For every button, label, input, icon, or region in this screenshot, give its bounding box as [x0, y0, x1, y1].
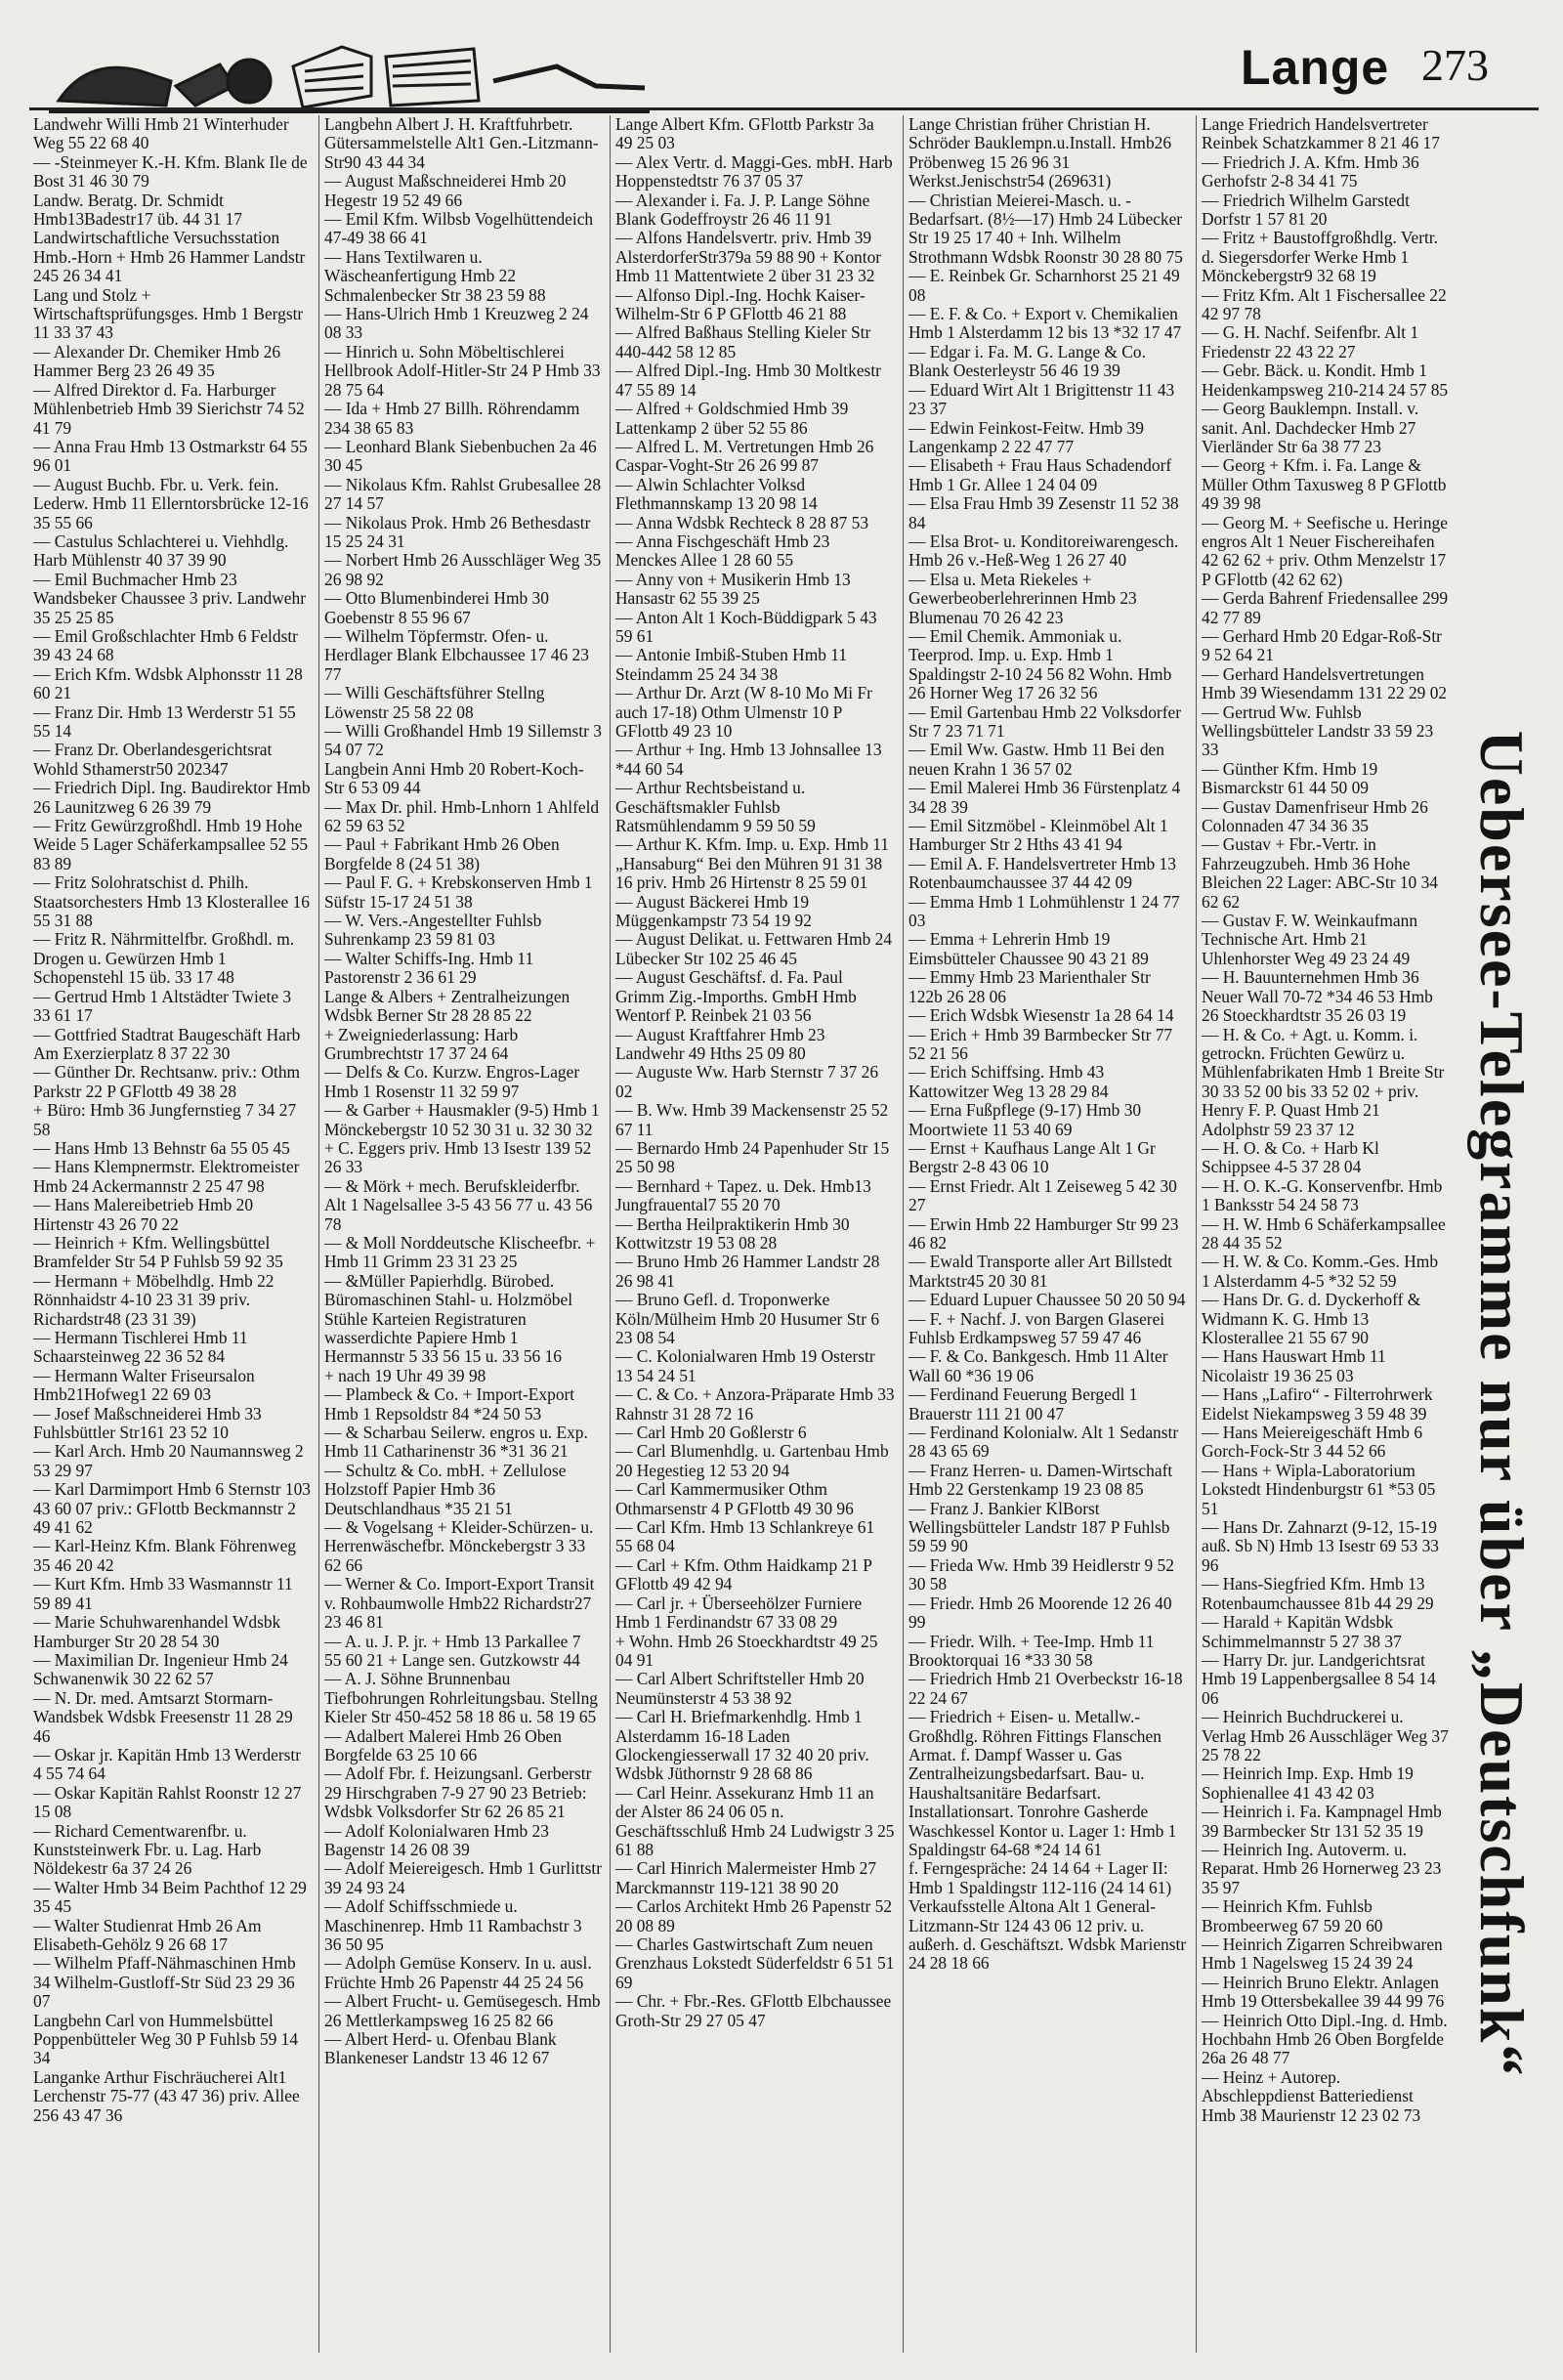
directory-entry: Langbein Anni Hmb 20 Robert-Koch-Str 6 53 09 44	[324, 758, 584, 798]
directory-entry: — H. O. & Co. + Harb Kl Schippsee 4-5 37 28 04	[1202, 1137, 1379, 1177]
directory-entry: — Carl + Kfm. Othm Haidkamp 21 P GFlottb 49 42 94	[615, 1554, 872, 1594]
directory-entry: Landwehr Willi Hmb 21 Winterhuder Weg 55 22 68 40	[33, 115, 289, 153]
directory-entry: — Elsa Brot- u. Konditoreiwarengesch. Hmb 26 v.-Heß-Weg 1 26 27 40	[908, 531, 1179, 571]
directory-entry: — August Delikat. u. Fettwaren Hmb 24 Lübecker Str 102 25 46 45	[615, 929, 893, 968]
directory-entry: — Alfred Direktor d. Fa. Harburger Mühlenbetrieb Hmb 39 Sierichstr 74 52 41 79	[33, 379, 305, 438]
directory-entry: — Werner & Co. Import-Export Transit v. Rohbaumwolle Hmb22 Richardstr27 23 46 81	[324, 1574, 595, 1633]
directory-entry: — Edwin Feinkost-Feitw. Hmb 39 Langenkamp 2 22 47 77	[908, 417, 1144, 456]
directory-entry: — Bertha Heilpraktikerin Hmb 30 Kottwitzstr 19 53 08 28	[615, 1213, 850, 1253]
directory-entry: — G. H. Nachf. Seifenfbr. Alt 1 Friedenstr 22 43 22 27	[1202, 322, 1419, 361]
directory-entry: — & Moll Norddeutsche Klischeefbr. + Hmb 11 Grimm 23 31 23 25	[324, 1232, 596, 1272]
column-2	[324, 115, 606, 2362]
directory-entry: — Nikolaus Kfm. Rahlst Grubesallee 28 27 14 57	[324, 474, 602, 514]
directory-entry: — August Kraftfahrer Hmb 23 Landwehr 49 Hths 25 09 80	[615, 1024, 825, 1063]
directory-entry: — August Maßschneiderei Hmb 20 Hegestr 19 52 49 66	[324, 171, 567, 210]
directory-entry: — Christian Meierei-Masch. u. -Bedarfsart. (8½—17) Hmb 24 Lübecker Str 19 25 17 40 + Inh. Wilhelm Strothmann Wdsbk Roonstr 30 28 80 75	[908, 190, 1183, 267]
column-divider	[318, 115, 319, 2353]
directory-entry: — Friedrich J. A. Kfm. Hmb 36 Gerhofstr 2-8 34 41 75	[1202, 151, 1419, 191]
directory-entry: — Arthur Dr. Arzt (W 8-10 Mo Mi Fr auch 17-18) Othm Ulmenstr 10 P GFlottb 49 23 10	[615, 683, 872, 741]
directory-entry: + Wohn. Hmb 26 Stoeckhardtstr 49 25 04 91	[615, 1631, 878, 1670]
directory-entry: — Albert Frucht- u. Gemüsegesch. Hmb 26 Mettlerkampsweg 16 25 82 66	[324, 1991, 601, 2030]
directory-entry: + Zweigniederlassung: Harb Grumbrechtstr 17 37 24 64	[324, 1024, 519, 1063]
directory-entry: — Emil Kfm. Wilbsb Vogelhüttendeich 47-49 38 66 41	[324, 209, 594, 248]
directory-entry: — H. O. K.-G. Konservenfbr. Hmb 1 Banksstr 54 24 58 73	[1202, 1175, 1443, 1215]
directory-entry: — Otto Blumenbinderei Hmb 30 Goebenstr 8 55 96 67	[324, 588, 549, 627]
directory-entry: — F. & Co. Bankgesch. Hmb 11 Alter Wall 60 *36 19 06	[908, 1346, 1168, 1385]
directory-entry: — Auguste Ww. Harb Sternstr 7 37 26 02	[615, 1062, 879, 1101]
directory-entry: — Hans-Ulrich Hmb 1 Kreuzweg 2 24 08 33	[324, 304, 589, 343]
directory-entry: — Georg + Kfm. i. Fa. Lange & Müller Othm Taxusweg 8 P GFlottb 49 39 98	[1202, 455, 1447, 514]
directory-entry: — Alexander i. Fa. J. P. Lange Söhne Blank Godeffroystr 26 46 11 91	[615, 190, 870, 230]
directory-entry: — Hans Hmb 13 Behnstr 6a 55 05 45	[33, 1137, 290, 1158]
directory-entry: — Emma Hmb 1 Lohmühlenstr 1 24 77 03	[908, 891, 1180, 931]
directory-entry: — Heinrich Buchdruckerei u. Verlag Hmb 26 Ausschläger Weg 37 25 78 22	[1202, 1707, 1449, 1764]
directory-entry: — Alwin Schlachter Volksd Flethmannskamp 13 20 98 14	[615, 474, 818, 514]
directory-entry: — H. W. & Co. Komm.-Ges. Hmb 1 Alsterdamm 4-5 *32 52 59	[1202, 1252, 1439, 1291]
directory-entry: — Hans Hauswart Hmb 11 Nicolaistr 19 36 25 03	[1202, 1346, 1386, 1385]
directory-entry: — Karl Darmimport Hmb 6 Sternstr 103 43 60 07 priv.: GFlottb Beckmannstr 2 49 41 62	[33, 1479, 312, 1538]
directory-entry: — Alfred Dipl.-Ing. Hmb 30 Moltkestr 47 55 89 14	[615, 361, 881, 400]
directory-entry: — Heinrich Imp. Exp. Hmb 19 Sophienallee 41 43 42 03	[1202, 1764, 1414, 1803]
directory-entry: — Anton Alt 1 Koch-Büddigpark 5 43 59 61	[615, 607, 877, 646]
directory-entry: — Paul F. G. + Krebskonserven Hmb 1 Süfstr 15-17 24 51 38	[324, 872, 593, 912]
directory-entry: — Gertrud Hmb 1 Altstädter Twiete 3 33 61 17	[33, 986, 292, 1026]
directory-entry: — W. Vers.-Angestellter Fuhlsb Suhrenkamp 23 59 81 03	[324, 911, 542, 950]
directory-entry: — Kurt Kfm. Hmb 33 Wasmannstr 11 59 89 41	[33, 1574, 293, 1613]
directory-entry: — August Bäckerei Hmb 19 Müggenkampstr 73 54 19 92	[615, 891, 812, 931]
directory-entry: — Heinrich Zigarren Schreibwaren Hmb 1 Nagelsweg 15 24 39 24	[1202, 1934, 1443, 1974]
directory-entry: — Oskar jr. Kapitän Hmb 13 Werderstr 4 55 74 64	[33, 1744, 302, 1784]
directory-entry: — Hermann + Möbelhdlg. Hmb 22 Rönnhaidstr 4-10 23 31 39 priv. Richardstr48 (23 31 39)	[33, 1270, 275, 1329]
directory-entry: — Adolf Fbr. f. Heizungsanl. Gerberstr 29 Hirschgraben 7-9 27 90 23 Betrieb: Wdsbk Volksdorfer Str 62 26 85 21	[324, 1764, 592, 1822]
directory-entry: — Hans-Siegfried Kfm. Hmb 13 Rotenbaumchaussee 81b 44 29 29	[1202, 1574, 1434, 1613]
directory-entry: — B. Ww. Hmb 39 Mackensenstr 25 52 67 11	[615, 1100, 889, 1139]
header-illustration	[49, 27, 655, 115]
directory-entry: — Georg Bauklempn. Install. v. sanit. Anl. Dachdecker Hmb 27 Vierländer Str 6a 38 77 23	[1202, 399, 1419, 456]
directory-entry: — Gerhard Hmb 20 Edgar-Roß-Str 9 52 64 21	[1202, 625, 1442, 665]
directory-entry: — Emil A. F. Handelsvertreter Hmb 13 Rotenbaumchaussee 37 44 42 09	[908, 853, 1176, 893]
directory-entry: — Gottfried Stadtrat Baugeschäft Harb Am Exerzierplatz 8 37 22 30	[33, 1024, 301, 1063]
directory-entry: — Edgar i. Fa. M. G. Lange & Co. Blank Oesterleystr 56 46 19 39	[908, 341, 1146, 381]
directory-entry: — E. Reinbek Gr. Scharnhorst 25 21 49 08	[908, 266, 1180, 305]
directory-entry: — Walter Schiffs-Ing. Hmb 11 Pastorenstr 2 36 61 29	[324, 948, 534, 988]
directory-entry: — Fritz + Baustoffgroßhdlg. Vertr. d. Siegersdorfer Werke Hmb 1 Mönckebergstr9 32 68 19	[1202, 228, 1438, 286]
directory-entry: — Hans Klempnermstr. Elektromeister Hmb 24 Ackermannstr 2 25 47 98	[33, 1157, 300, 1196]
side-banner	[1457, 586, 1545, 2247]
directory-entry: — Adalbert Malerei Hmb 26 Oben Borgfelde 63 25 10 66	[324, 1725, 562, 1764]
directory-entry: — C. Kolonialwaren Hmb 19 Osterstr 13 54 24 51	[615, 1346, 875, 1385]
directory-entry: — Fritz Gewürzgroßhdl. Hmb 19 Hohe Weide 5 Lager Schäferkampsallee 52 55 83 89	[33, 816, 309, 873]
directory-entry: — Ferdinand Feuerung Bergedl 1 Brauerstr 111 21 00 47	[908, 1384, 1138, 1424]
directory-entry: — Chr. + Fbr.-Res. GFlottb Elbchaussee Groth-Str 29 27 05 47	[615, 1991, 892, 2030]
directory-entry: — Leonhard Blank Siebenbuchen 2a 46 30 45	[324, 436, 597, 476]
directory-entry: — Ernst + Kaufhaus Lange Alt 1 Gr Bergstr 2-8 43 06 10	[908, 1137, 1156, 1177]
directory-entry: — Oskar Kapitän Rahlst Roonstr 12 27 15 08	[33, 1782, 302, 1822]
directory-entry: Langbehn Carl von Hummelsbüttel Poppenbütteler Weg 30 P Fuhlsb 59 14 34	[33, 2010, 299, 2068]
directory-entry: — F. + Nachf. J. von Bargen Glaserei Fuhlsb Erdkampsweg 57 59 47 46	[908, 1308, 1165, 1347]
directory-entry: + C. Eggers priv. Hmb 13 Isestr 139 52 26 33	[324, 1137, 592, 1177]
column-divider	[903, 115, 904, 2353]
directory-entry: — Walter Studienrat Hmb 26 Am Elisabeth-Gehölz 9 26 68 17	[33, 1915, 262, 1954]
directory-entry: — Carl Albert Schriftsteller Hmb 20 Neumünsterstr 4 53 38 92	[615, 1669, 865, 1708]
directory-entry: — Erna Fußpflege (9-17) Hmb 30 Moortwiete 11 53 40 69	[908, 1100, 1142, 1139]
directory-entry: — Charles Gastwirtschaft Zum neuen Grenzhaus Lokstedt Süderfeldstr 6 51 51 69	[615, 1934, 895, 1992]
directory-entry: — Ferdinand Kolonialw. Alt 1 Sedanstr 28 43 65 69	[908, 1423, 1179, 1462]
directory-entry: — Bernardo Hmb 24 Papenhuder Str 15 25 50 98	[615, 1137, 890, 1177]
directory-entry: — Franz J. Bankier KlBorst Wellingsbütteler Landstr 187 P Fuhlsb 59 59 90	[908, 1498, 1170, 1556]
directory-entry: — Nikolaus Prok. Hmb 26 Bethesdastr 15 25 24 31	[324, 512, 591, 551]
directory-entry: — Elsa Frau Hmb 39 Zesenstr 11 52 38 84	[908, 493, 1179, 532]
header-rule	[29, 107, 1539, 110]
directory-entry: — Plambeck & Co. + Import-Export Hmb 1 Repsoldstr 84 *24 50 53	[324, 1384, 575, 1424]
directory-entry: — Heinrich Ing. Autoverm. u. Reparat. Hmb 26 Hornerweg 23 23 35 97	[1202, 1839, 1442, 1897]
directory-entry: — August Buchb. Fbr. u. Verk. fein. Lederw. Hmb 11 Ellerntorsbrücke 12-16 35 55 66	[33, 474, 309, 532]
directory-entry: — Emil Großschlachter Hmb 6 Feldstr 39 43 24 68	[33, 625, 298, 665]
directory-entry: — A. J. Söhne Brunnenbau Tiefbohrungen Rohrleitungsbau. Stellng Kieler Str 450-452 58 18 86 u. 58 19 65	[324, 1669, 599, 1727]
directory-entry: — Bruno Gefl. d. Troponwerke Köln/Mülheim Hmb 20 Husumer Str 6 23 08 54	[615, 1290, 880, 1347]
directory-entry: — Walter Hmb 34 Beim Pachthof 12 29 35 45	[33, 1877, 307, 1917]
directory-entry: — Delfs & Co. Kurzw. Engros-Lager Hmb 1 Rosenstr 11 32 59 97	[324, 1062, 580, 1101]
directory-entry: — Emil Chemik. Ammoniak u. Teerprod. Imp. u. Exp. Hmb 1 Spaldingstr 2-10 24 56 82 Wohn. Hmb 26 Horner Weg 17 26 32 56	[908, 625, 1172, 703]
directory-entry: — Erwin Hmb 22 Hamburger Str 99 23 46 82	[908, 1213, 1179, 1253]
directory-entry: — H. Bauunternehmen Hmb 36 Neuer Wall 70-72 *34 46 53 Hmb 26 Stoeckhardtstr 35 26 03 19	[1202, 967, 1433, 1026]
directory-entry: — Gertrud Ww. Fuhlsb Wellingsbütteler Landstr 33 59 23 33	[1202, 701, 1434, 760]
directory-entry: Langbehn Albert J. H. Kraftfuhrbetr. Gütersammelstelle Alt1 Gen.-Litzmann-Str90 43 44 34	[324, 115, 599, 172]
page-header	[29, 18, 1539, 115]
directory-entry: — Heinrich + Kfm. Wellingsbüttel Bramfelder Str 54 P Fuhlsb 59 92 35	[33, 1232, 283, 1272]
directory-entry: Lange Christian früher Christian H. Schröder Bauklempn.u.Install. Hmb26 Pröbenweg 15 26 96 31 Werkst.Jenischstr54 (269631)	[908, 115, 1172, 191]
directory-entry: — E. F. & Co. + Export v. Chemikalien Hmb 1 Alsterdamm 12 bis 13 *32 17 47	[908, 304, 1182, 343]
directory-entry: — & Vogelsang + Kleider-Schürzen- u. Herrenwäschefbr. Mönckebergstr 3 33 62 66	[324, 1517, 594, 1575]
directory-entry: — Elisabeth + Frau Haus Schadendorf Hmb 1 Gr. Allee 1 24 04 09	[908, 455, 1172, 494]
directory-entry: — Paul + Fabrikant Hmb 26 Oben Borgfelde 8 (24 51 38)	[324, 834, 560, 873]
directory-entry: — Max Dr. phil. Hmb-Lnhorn 1 Ahlfeld 62 59 63 52	[324, 796, 600, 836]
directory-entry: — Fritz Kfm. Alt 1 Fischersallee 22 42 97 78	[1202, 284, 1447, 324]
directory-entry: — & Scharbau Seilerw. engros u. Exp. Hmb 11 Catharinenstr 36 *31 36 21	[324, 1423, 588, 1462]
directory-entry: — Carl Hmb 20 Goßlerstr 6	[615, 1423, 807, 1443]
directory-entry: — Georg M. + Seefische u. Heringe engros Alt 1 Neuer Fischereihafen 42 62 62 + priv. Othm Menzelstr 17 P GFlottb (42 62 62)	[1202, 512, 1448, 589]
directory-entry: — Arthur Rechtsbeistand u. Geschäftsmakler Fuhlsb Ratsmühlendamm 9 59 50 59	[615, 778, 816, 836]
directory-entry: — Karl Arch. Hmb 20 Naumannsweg 2 53 29 97	[33, 1441, 304, 1480]
directory-entry: — Wilhelm Pfaff-Nähmaschinen Hmb 34 Wilhelm-Gustloff-Str Süd 23 29 36 07	[33, 1953, 296, 2012]
directory-entry: — Hinrich u. Sohn Möbeltischlerei Hellbrook Adolf-Hitler-Str 24 P Hmb 33 28 75 64	[324, 341, 601, 400]
directory-entry: — Alfred Baßhaus Stelling Kieler Str 440-442 58 12 85	[615, 322, 871, 361]
directory-entry: — Carl jr. + Überseehölzer Furniere Hmb 1 Ferdinandstr 67 33 08 29	[615, 1593, 863, 1633]
directory-entry: — Emil Malerei Hmb 36 Fürstenplatz 4 34 28 39	[908, 778, 1181, 817]
directory-entry: — Elsa u. Meta Riekeles + Gewerbeoberlehrerinnen Hmb 23 Blumenau 70 26 42 23	[908, 569, 1137, 627]
directory-entry: — Alfred + Goldschmied Hmb 39 Lattenkamp 2 über 52 55 86	[615, 399, 849, 438]
directory-entry: — Carl Blumenhdlg. u. Gartenbau Hmb 20 Hegestieg 12 53 20 94	[615, 1441, 889, 1480]
directory-entry: Lang und Stolz + Wirtschaftsprüfungsges. Hmb 1 Bergstr 11 33 37 43	[33, 284, 304, 343]
directory-entry: — Hans Dr. Zahnarzt (9-12, 15-19 auß. Sb N) Hmb 13 Isestr 69 53 33 96	[1202, 1517, 1439, 1575]
column-divider	[610, 115, 611, 2353]
directory-entry: — Adolf Kolonialwaren Hmb 23 Bagenstr 14 26 08 39	[324, 1820, 549, 1859]
directory-entry: — Josef Maßschneiderei Hmb 33 Fuhlsbüttler Str161 23 52 10	[33, 1403, 262, 1443]
directory-entry: — Adolf Schiffsschmiede u. Maschinenrep. Hmb 11 Rambachstr 3 36 50 95	[324, 1896, 582, 1954]
directory-entry: — Erich Kfm. Wdsbk Alphonsstr 11 28 60 21	[33, 663, 303, 703]
directory-entry: — Harald + Kapitän Wdsbk Schimmelmannstr 5 27 38 37	[1202, 1612, 1402, 1651]
directory-entry: — Alfons Handelsvertr. priv. Hmb 39 AlsterdorferStr379a 59 88 90 + Kontor Hmb 11 Mattentwiete 2 über 31 23 32	[615, 228, 882, 286]
directory-entry: — Friedrich + Eisen- u. Metallw.-Großhdlg. Röhren Fittings Flanschen Armat. f. Dampf Wasser u. Gas Zentralheizungsbedarfsart. Bau- u. Haushaltsanitäre Bedarfsart. Installationsart. Tonrohre Gasherde Waschkessel Kontor u. Lager 1: Hmb 1 Spaldingstr 64-68 *24 14 61	[908, 1707, 1177, 1859]
directory-entry: — Richard Cementwarenfbr. u. Kunststeinwerk Fbr. u. Lag. Harb Nöldekestr 6a 37 24 26	[33, 1820, 262, 1879]
directory-entry: — Bruno Hmb 26 Hammer Landstr 28 26 98 41	[615, 1252, 880, 1291]
directory-entry: — Albert Herd- u. Ofenbau Blank Blankeneser Landstr 13 46 12 67	[324, 2029, 557, 2068]
directory-entry: — Franz Herren- u. Damen-Wirtschaft Hmb 22 Gerstenkamp 19 23 08 85	[908, 1460, 1173, 1500]
directory-entry: — Adolf Meiereigesch. Hmb 1 Gurlittstr 39 24 93 24	[324, 1858, 602, 1897]
directory-entry: — Gerhard Handelsvertretungen Hmb 39 Wiesendamm 131 22 29 02	[1202, 663, 1448, 703]
directory-entry: — Carl Kammermusiker Othm Othmarsenstr 4 P GFlottb 49 30 96	[615, 1479, 854, 1518]
directory-entry: — Schultz & Co. mbH. + Zellulose Holzstoff Papier Hmb 36 Deutschlandhaus *35 21 51	[324, 1460, 567, 1518]
directory-entry: — Gerda Bahrenf Friedensallee 299 42 77 89	[1202, 588, 1449, 627]
directory-entry: — Marie Schuhwarenhandel Wdsbk Hamburger Str 20 28 54 30	[33, 1612, 281, 1651]
directory-entry: — Gustav F. W. Weinkaufmann Technische Art. Hmb 21 Uhlenhorster Weg 49 23 24 49	[1202, 911, 1418, 968]
directory-entry: — Franz Dr. Oberlandesgerichtsrat Wohld Sthamerstr50 202347	[33, 740, 273, 779]
directory-entry: — Friedrich Hmb 21 Overbeckstr 16-18 22 24 67	[908, 1669, 1183, 1708]
directory-entry: — Emil Sitzmöbel - Kleinmöbel Alt 1 Hamburger Str 2 Hths 43 41 94	[908, 816, 1168, 855]
directory-entry: — Carlos Architekt Hmb 26 Papenstr 52 20 08 89	[615, 1896, 893, 1935]
directory-entry: — Hermann Tischlerei Hmb 11 Schaarsteinweg 22 36 52 84	[33, 1328, 248, 1367]
directory-entry: — Hans „Lafiro“ - Filterrohrwerk Eidelst Niekampsweg 3 59 48 39	[1202, 1384, 1433, 1424]
directory-entry: — Norbert Hmb 26 Ausschläger Weg 35 26 98 92	[324, 550, 602, 589]
directory-entry: + Büro: Hmb 36 Jungfernstieg 7 34 27 58	[33, 1100, 297, 1139]
directory-entry: — Hans + Wipla-Laboratorium Lokstedt Hindenburgstr 61 *53 05 51	[1202, 1460, 1436, 1518]
directory-entry: — Hans Textilwaren u. Wäscheanfertigung Hmb 22 Schmalenbecker Str 38 23 59 88	[324, 246, 546, 305]
directory-entry: Lange Friedrich Handelsvertreter Reinbek Schatzkammer 8 21 46 17	[1202, 115, 1440, 153]
directory-entry: + nach 19 Uhr 49 39 98	[324, 1365, 486, 1385]
side-banner-text: Uebersee-Telegramme nur über „Deutschfunk“	[1467, 730, 1537, 2078]
directory-entry: — Emil Ww. Gastw. Hmb 11 Bei den neuen Krahn 1 36 57 02	[908, 740, 1164, 779]
directory-entry: Landwirtschaftliche Versuchsstation Hmb.-Horn + Hmb 26 Hammer Landstr 245 26 34 41	[33, 228, 306, 286]
directory-entry: — Heinrich Kfm. Fuhlsb Brombeerweg 67 59 20 60	[1202, 1896, 1383, 1935]
directory-entry: — Castulus Schlachterei u. Viehhdlg. Harb Mühlenstr 40 37 39 90	[33, 531, 289, 571]
directory-entry: — Franz Dir. Hmb 13 Werderstr 51 55 55 14	[33, 701, 296, 741]
directory-entry: — Arthur K. Kfm. Imp. u. Exp. Hmb 11 „Hansaburg“ Bei den Mühren 91 31 38 16 priv. Hmb 26 Hirtenstr 8 25 59 01	[615, 834, 889, 893]
directory-entry: Landw. Beratg. Dr. Schmidt Hmb13Badestr17 üb. 44 31 17	[33, 190, 242, 230]
directory-entry: — & Mörk + mech. Berufskleiderfbr. Alt 1 Nagelsallee 3-5 43 56 77 u. 43 56 78	[324, 1175, 593, 1234]
directory-entry: f. Ferngespräche: 24 14 64 + Lager II: Hmb 1 Spaldingstr 112-116 (24 14 61) Verkaufsstelle Altona Alt 1 General-Litzmann-Str 124 43 06 12 priv. u. außerh. d. Geschäftszt. Wdsbk Marienstr 24 28 18 66	[908, 1858, 1187, 1974]
directory-entry: — Anna Fischgeschäft Hmb 23 Menckes Allee 1 28 60 55	[615, 531, 830, 571]
column-divider	[1196, 115, 1197, 2353]
directory-entry: — Antonie Imbiß-Stuben Hmb 11 Steindamm 25 24 34 38	[615, 645, 848, 684]
directory-entry: — Adolph Gemüse Konserv. In u. ausl. Früchte Hmb 26 Papenstr 44 25 24 56	[324, 1953, 592, 1992]
directory-entry: — Anna Frau Hmb 13 Ostmarkstr 64 55 96 01	[33, 436, 308, 476]
directory-entry: — Heinrich i. Fa. Kampnagel Hmb 39 Barmbecker Str 131 52 35 19	[1202, 1802, 1442, 1841]
directory-entry: Lange & Albers + Zentralheizungen Wdsbk Berner Str 28 28 85 22	[324, 986, 570, 1026]
directory-entry: — August Geschäftsf. d. Fa. Paul Grimm Zig.-Imporths. GmbH Hmb Wentorf P. Reinbek 21 03 56	[615, 967, 857, 1026]
directory-entry: — Erich Wdsbk Wiesenstr 1a 28 64 14	[908, 1005, 1174, 1026]
directory-entry: — Emmy Hmb 23 Marienthaler Str 122b 26 28 06	[908, 967, 1151, 1006]
directory-entry: — Günther Dr. Rechtsanw. priv.: Othm Parkstr 22 P GFlottb 49 38 28	[33, 1062, 301, 1101]
directory-entry: — Eduard Wirt Alt 1 Brigittenstr 11 43 23 37	[908, 379, 1175, 419]
directory-entry: — Carl Heinr. Assekuranz Hmb 11 an der Alster 86 24 06 05 n. Geschäftsschluß Hmb 24 Ludwigstr 3 25 61 88	[615, 1782, 895, 1859]
column-1	[33, 115, 315, 2362]
directory-entry: — Willi Großhandel Hmb 19 Sillemstr 3 54 07 72	[324, 721, 602, 760]
directory-entry: — Erich Schiffsing. Hmb 43 Kattowitzer Weg 13 28 29 84	[908, 1062, 1109, 1101]
directory-entry: — Friedrich Dipl. Ing. Baudirektor Hmb 26 Launitzweg 6 26 39 79	[33, 778, 311, 817]
directory-entry: — Alex Vertr. d. Maggi-Ges. mbH. Harb Hoppenstedtstr 76 37 05 37	[615, 151, 893, 191]
directory-entry: — Friedr. Hmb 26 Moorende 12 26 40 99	[908, 1593, 1172, 1633]
directory-entry: — Hans Malereibetrieb Hmb 20 Hirtenstr 43 26 70 22	[33, 1195, 254, 1234]
directory-entry: — Wilhelm Töpfermstr. Ofen- u. Herdlager Blank Elbchaussee 17 46 23 77	[324, 625, 589, 684]
directory-entry: — Emil Buchmacher Hmb 23 Wandsbeker Chaussee 3 priv. Landwehr 35 25 25 85	[33, 569, 307, 627]
directory-entry: — Ernst Friedr. Alt 1 Zeiseweg 5 42 30 27	[908, 1175, 1177, 1215]
directory-entry: Langanke Arthur Fischräucherei Alt1 Lerchenstr 75-77 (43 47 36) priv. Allee 256 43 47 36	[33, 2066, 300, 2125]
directory-entry: — Carl H. Briefmarkenhdlg. Hmb 1 Alsterdamm 16-18 Laden Glockengiesserwall 17 32 40 20 priv. Wdsbk Jüthornstr 9 28 68 86	[615, 1707, 869, 1784]
directory-entry: — Friedrich Wilhelm Garstedt Dorfstr 1 57 81 20	[1202, 190, 1410, 230]
directory-entry: Lange Albert Kfm. GFlottb Parkstr 3a 49 25 03	[615, 115, 874, 153]
directory-entry: — -Steinmeyer K.-H. Kfm. Blank Ile de Bost 31 46 30 79	[33, 151, 308, 191]
directory-entry: — A. u. J. P. jr. + Hmb 13 Parkallee 7 55 60 21 + Lange sen. Gutzkowstr 44	[324, 1631, 581, 1670]
directory-entry: — H. & Co. + Agt. u. Komm. i. getrockn. Früchten Gewürz u. Mühlenfabrikaten Hmb 1 Breite Str 30 33 52 00 bis 33 52 02 + priv. Henry F. P. Quast Hmb 21 Adolphstr 59 23 37 12	[1202, 1024, 1445, 1139]
directory-entry: — Heinrich Otto Dipl.-Ing. d. Hmb. Hochbahn Hmb 26 Oben Borgfelde 26a 26 48 77	[1202, 2010, 1448, 2068]
directory-entry: — Gustav + Fbr.-Vertr. in Fahrzeugzubeh. Hmb 36 Hohe Bleichen 22 Lager: ABC-Str 10 34 62 62	[1202, 834, 1438, 912]
directory-entry: — Anna Wdsbk Rechteck 8 28 87 53	[615, 512, 869, 532]
directory-entry: — Willi Geschäftsführer Stellng Löwenstr 25 58 22 08	[324, 683, 545, 722]
directory-entry: — Hermann Walter Friseursalon Hmb21Hofweg1 22 69 03	[33, 1365, 255, 1405]
directory-entry: — Carl Kfm. Hmb 13 Schlankreye 61 55 68 04	[615, 1517, 875, 1556]
column-5	[1202, 115, 1454, 2362]
directory-entry: — Frieda Ww. Hmb 39 Heidlerstr 9 52 30 58	[908, 1554, 1174, 1594]
directory-entry: — Friedr. Wilh. + Tee-Imp. Hmb 11 Brooktorquai 16 *33 30 58	[908, 1631, 1155, 1670]
directory-entry: — N. Dr. med. Amtsarzt Stormarn-Wandsbek Wdsbk Freesenstr 11 28 29 46	[33, 1687, 293, 1746]
directory-entry: — Arthur + Ing. Hmb 13 Johnsallee 13 *44 60 54	[615, 740, 882, 779]
directory-entry: — Maximilian Dr. Ingenieur Hmb 24 Schwanenwik 30 22 62 57	[33, 1649, 288, 1689]
directory-entry: — Heinrich Bruno Elektr. Anlagen Hmb 19 Ottersbekallee 39 44 99 76	[1202, 1972, 1445, 2012]
directory-entry: — Fritz Solohratschist d. Philh. Staatsorchesters Hmb 13 Klosterallee 16 55 31 88	[33, 872, 311, 931]
directory-entry: — Eduard Lupuer Chaussee 50 20 50 94	[908, 1290, 1186, 1310]
page-headword: Lange	[1241, 40, 1390, 95]
directory-entry: — Heinz + Autorep. Abschleppdienst Batteriedienst Hmb 38 Maurienstr 12 23 02 73	[1202, 2066, 1421, 2125]
directory-entry: — Karl-Heinz Kfm. Blank Föhrenweg 35 46 20 42	[33, 1536, 297, 1575]
directory-entry: — Alexander Dr. Chemiker Hmb 26 Hammer Berg 23 26 49 35	[33, 341, 281, 381]
directory-entry: — Erich + Hmb 39 Barmbecker Str 77 52 21 56	[908, 1024, 1173, 1063]
column-4	[908, 115, 1192, 2362]
directory-entry: — Anny von + Musikerin Hmb 13 Hansastr 62 55 39 25	[615, 569, 851, 609]
directory-entry: — Carl Hinrich Malermeister Hmb 27 Marckmannstr 119-121 38 90 20	[615, 1858, 877, 1897]
directory-entry: — Ida + Hmb 27 Billh. Röhrendamm 234 38 65 83	[324, 399, 580, 438]
directory-entry: — Emma + Lehrerin Hmb 19 Eimsbütteler Chaussee 90 43 21 89	[908, 929, 1149, 968]
directory-entry: — Günther Kfm. Hmb 19 Bismarckstr 61 44 50 09	[1202, 758, 1378, 798]
page-number: 273	[1421, 40, 1489, 90]
directory-entry: — Hans Dr. G. d. Dyckerhoff & Widmann K. G. Hmb 13 Klosterallee 21 55 67 90	[1202, 1290, 1421, 1347]
directory-entry: — Ewald Transporte aller Art Billstedt Marktstr45 20 30 81	[908, 1252, 1173, 1291]
directory-entry: — Fritz R. Nährmittelfbr. Großhdl. m. Drogen u. Gewürzen Hmb 1 Schopenstehl 15 üb. 33 17 48	[33, 929, 295, 988]
directory-entry: — Hans Meiereigeschäft Hmb 6 Gorch-Fock-Str 3 44 52 66	[1202, 1423, 1423, 1462]
directory-entry: — Harry Dr. jur. Landgerichtsrat Hmb 19 Lappenbergsallee 8 54 14 06	[1202, 1649, 1436, 1708]
column-3	[615, 115, 899, 2362]
directory-entry: — C. & Co. + Anzora-Präparate Hmb 33 Rahnstr 31 28 72 16	[615, 1384, 895, 1424]
directory-entry: — Alfred L. M. Vertretungen Hmb 26 Caspar-Voght-Str 26 26 99 87	[615, 436, 874, 476]
directory-entry: — Bernhard + Tapez. u. Dek. Hmb13 Jungfrauental7 55 20 70	[615, 1175, 871, 1215]
directory-entry: — &Müller Papierhdlg. Bürobed. Büromaschinen Stahl- u. Holzmöbel Stühle Karteien Registraturen wasserdichte Papiere Hmb 1 Hermannstr 5 33 56 15 u. 33 56 16	[324, 1270, 573, 1367]
directory-entry: — Gebr. Bäck. u. Kondit. Hmb 1 Heidenkampsweg 210-214 24 57 85	[1202, 361, 1449, 400]
directory-entry: — & Garber + Hausmakler (9-5) Hmb 1 Mönckebergstr 10 52 30 31 u. 32 30 32	[324, 1100, 600, 1139]
directory-entry: — Gustav Damenfriseur Hmb 26 Colonnaden 47 34 36 35	[1202, 796, 1428, 836]
directory-entry: — H. W. Hmb 6 Schäferkampsallee 28 44 35 52	[1202, 1213, 1446, 1253]
directory-entry: — Alfonso Dipl.-Ing. Hochk Kaiser-Wilhelm-Str 6 P GFlottb 46 21 88	[615, 284, 866, 324]
directory-entry: — Emil Gartenbau Hmb 22 Volksdorfer Str 7 23 71 71	[908, 701, 1182, 741]
